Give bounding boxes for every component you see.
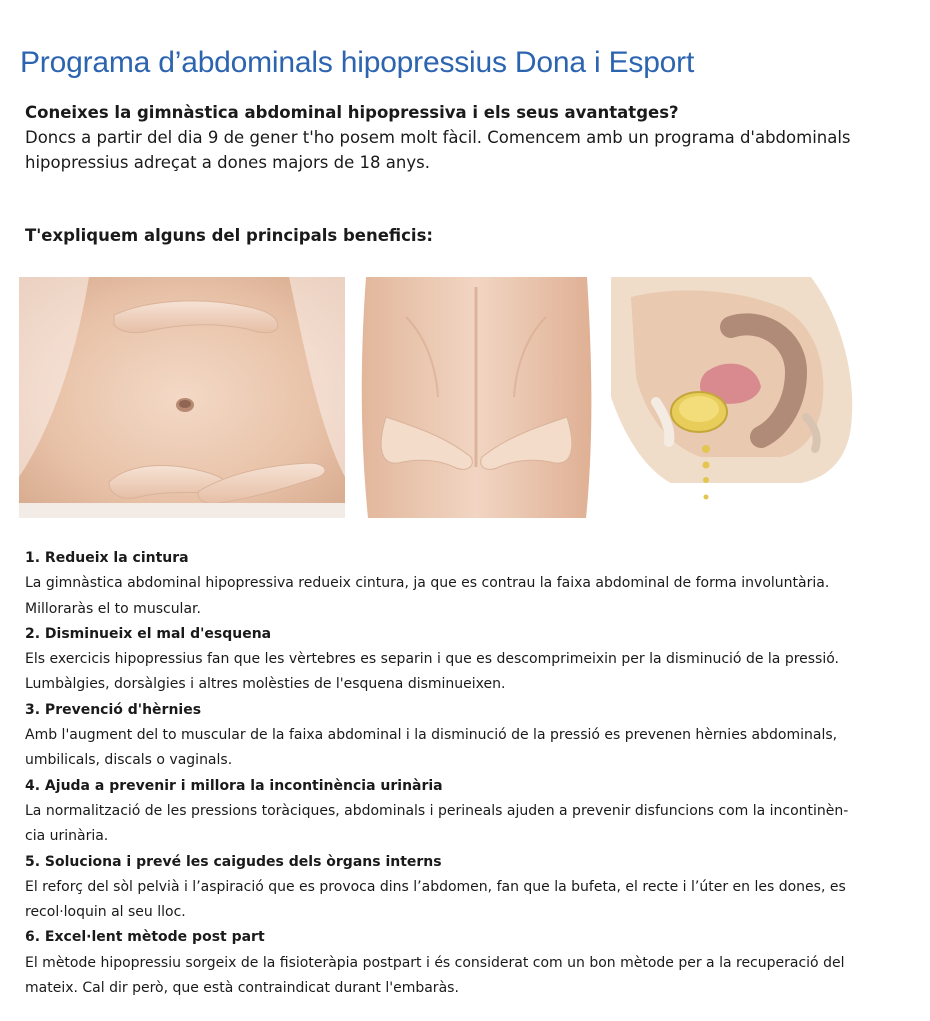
benefit-title: 2. Disminueix el mal d'esquena (25, 625, 272, 642)
benefit-title: 4. Ajuda a prevenir i millora la incontinència urinària (25, 777, 443, 794)
benefit-text-line: La normalització de les pressions toràciques, abdominals i perineals ajuden a prevenir disfuncions com la incontinèn- (25, 802, 849, 819)
benefit-text-line: recol·loquin al seu lloc. (25, 904, 186, 921)
benefit-text-line: Lumbàlgies, dorsàlgies i altres molèsties de l'esquena disminueixen. (25, 676, 506, 693)
benefit-title: 6. Excel·lent mètode post part (25, 929, 265, 946)
benefit-title: 5. Soluciona i prevé les caigudes dels òrgans interns (25, 853, 442, 870)
benefit-title: 3. Prevenció d'hèrnies (25, 701, 202, 718)
intro (25, 100, 905, 175)
belly-hands-image (19, 277, 345, 518)
benefit-text-line: El reforç del sòl pelvià i l’aspiració que es provoca dins l’abdomen, fan que la bufeta, el recte i l’úter en les dones, es (25, 878, 846, 895)
benefit-item (25, 850, 905, 926)
lower-back-image (346, 277, 607, 518)
benefits-list (25, 546, 905, 1001)
benefits-heading: T'expliquem alguns del principals beneficis: (25, 226, 433, 245)
benefit-text-line: umbilicals, discals o vaginals. (25, 752, 233, 769)
benefit-text-line: Els exercicis hipopressius fan que les vèrtebres es separin i que es descomprimeixin per la disminució de la pressió. (25, 651, 840, 668)
page-title: Programa d’abdominals hipopressius Dona i Esport (20, 46, 695, 80)
benefit-item (25, 774, 905, 850)
pelvic-anatomy-image (611, 277, 857, 518)
benefit-text-line: Milloraràs el to muscular. (25, 600, 201, 617)
benefit-text-line: Amb l'augment del to muscular de la faixa abdominal i la disminució de la pressió es prevenen hèrnies abdominals, (25, 727, 838, 744)
intro-line-1: Doncs a partir del dia 9 de gener t'ho posem molt fàcil. Comencem amb un programa d'abdominals (25, 128, 851, 147)
benefit-item (25, 622, 905, 698)
benefit-item (25, 925, 905, 1001)
image-strip (19, 277, 859, 518)
intro-question: Coneixes la gimnàstica abdominal hipopressiva i els seus avantatges? (25, 103, 679, 122)
intro-line-2: hipopressius adreçat a dones majors de 18 anys. (25, 153, 430, 172)
benefit-item (25, 698, 905, 774)
benefit-text-line: mateix. Cal dir però, que està contraindicat durant l'embaràs. (25, 980, 459, 997)
benefit-item (25, 546, 905, 622)
benefit-title: 1. Redueix la cintura (25, 550, 189, 566)
benefit-text-line: El mètode hipopressiu sorgeix de la fisioteràpia postpart i és considerat com un bon mètode per a la recuperació del (25, 954, 845, 971)
benefit-text-line: cia urinària. (25, 828, 109, 845)
benefit-text-line: La gimnàstica abdominal hipopressiva redueix cintura, ja que es contrau la faixa abdominal de forma involuntària. (25, 575, 830, 592)
